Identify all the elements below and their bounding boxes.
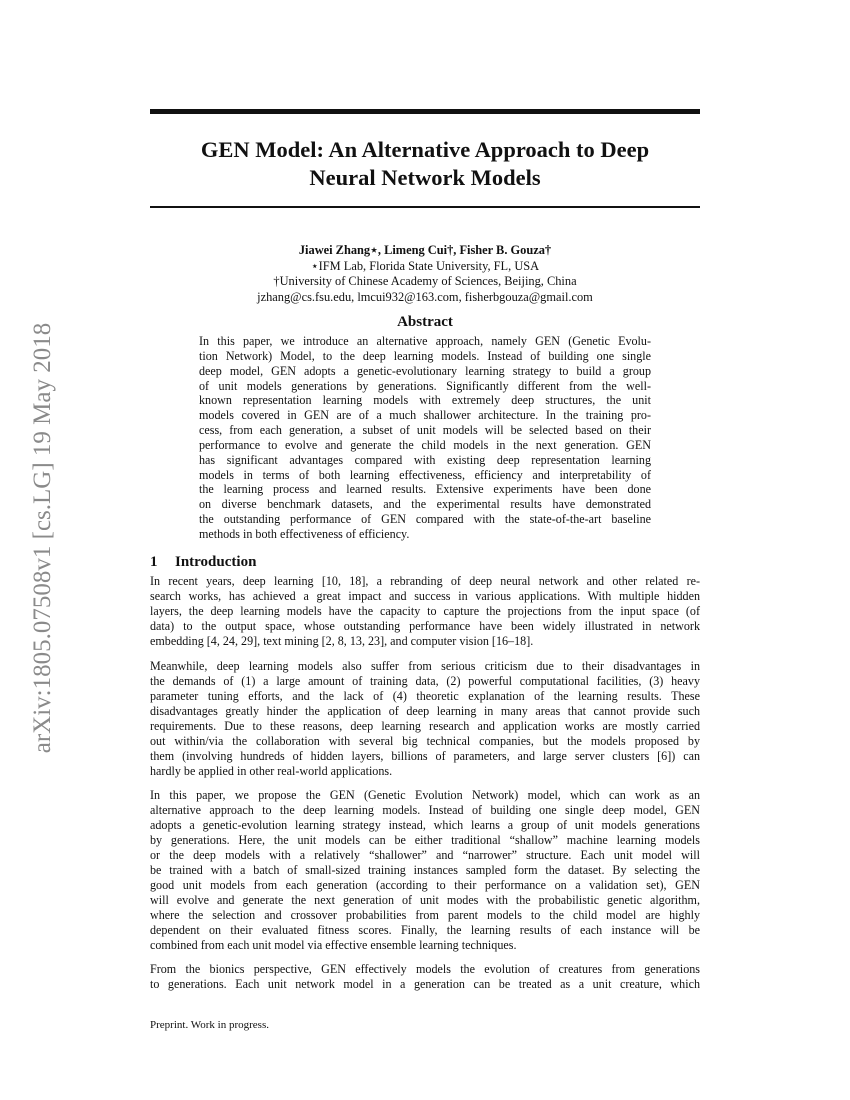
text-line: From the bionics perspective, GEN effectively models the evolution of creatures from generations [150,962,700,976]
author-names: Jiawei Zhang⋆, Limeng Cui†, Fisher B. Gouza† [298,243,552,257]
title-line: GEN Model: An Alternative Approach to Deep [200,137,650,162]
affiliation: ⋆IFM Lab, Florida State University, FL, USA [310,258,540,273]
text-line: parameter tuning efforts, and the lack of (4) theoretic explanation of the learning results. These [150,689,700,704]
abstract-line: cess, from each generation, a subset of unit models will be selected based on their [199,423,651,438]
text-line: good unit models from each generation (according to their performance on a validation set), GEN [150,878,700,893]
abstract-line: on diverse benchmark datasets, and the experimental results have demonstrated [199,497,651,512]
author-block [150,243,700,305]
text-line: out within/via the collaboration with several big technical companies, but the models proposed by [150,734,700,749]
text-line: dependent on their evaluated fitness scores. Finally, the learning results of each instance will be [150,923,700,938]
text-line: adopts a genetic-evolution learning strategy instead, which learns a group of unit models generations [150,818,700,833]
text-line: In recent years, deep learning [10, 18], a rebranding of deep neural network and other related re- [150,574,700,588]
text-line: In this paper, we propose the GEN (Genetic Evolution Network) model, which can work as an [150,788,700,802]
text-line: combined from each unit model via effective ensemble learning techniques. [150,938,517,953]
text-line: where the selection and crossover probabilities from parent models to the child model are highly [150,908,700,923]
intro-paragraph [150,574,700,649]
abstract-line: the outstanding performance of GEN compared with the state-of-the-art baseline [199,512,651,527]
text-line: or the deep models with a relatively “shallower” and “narrower” structure. Each unit model will [150,848,700,863]
abstract-line: methods in both effectiveness of efficiency. [199,526,410,541]
paper-title [150,136,700,192]
intro-paragraph [150,962,700,992]
text-line: search works, has achieved a great impact and success in various applications. With multiple hidden [150,589,700,604]
text-line: Meanwhile, deep learning models also suffer from serious criticism due to their disadvantages in [150,659,700,673]
abstract-line: models in terms of both learning effectiveness, efficiency and interpretability of [199,467,651,482]
section-number: 1 [150,554,158,570]
text-line: disadvantages greatly hinder the application of deep learning in many areas that cannot provide such [150,704,700,719]
intro-paragraph [150,788,700,954]
abstract-line: known representation learning models with extremely deep structures, the unit [199,393,651,408]
text-line: be trained with a batch of small-sized training instances sampled form the dataset. By selecting the [150,863,700,878]
author-emails: jzhang@cs.fsu.edu, lmcui932@163.com, fisherbgouza@gmail.com [257,289,593,304]
section-heading [150,553,256,571]
text-line: data) to the output space, whose outstanding performance have been widely illustrated in network [150,619,700,634]
affiliation: †University of Chinese Academy of Sciences, Beijing, China [273,274,577,289]
abstract-line: performance to evolve and generate the child models in the next generation. GEN [199,437,651,452]
abstract-line: deep model, GEN adopts a genetic-evolutionary learning strategy to build a group [199,363,651,378]
abstract-line: has significant advantages compared with existing deep representation learning [199,452,651,467]
text-line: to generations. Each unit network model in a generation can be treated as a unit creature, which [150,977,700,992]
intro-paragraph [150,659,700,779]
abstract-line: models covered in GEN are of a much shallower architecture. In the training pro- [199,408,651,423]
text-line: them (involving hundreds of hidden layers, billions of parameters, and large server clusters [6]) can [150,749,700,764]
arxiv-identifier: arXiv:1805.07508v1 [cs.LG] 19 May 2018 [29,322,56,754]
abstract-heading: Abstract [397,314,453,330]
title-line: Neural Network Models [309,165,541,190]
text-line: will evolve and generate the next generation of unit modes with the probabilistic genetic algorithm, [150,893,700,908]
section-title: Introduction [175,554,257,570]
text-line: requirements. Due to these reasons, deep learning research and application works are mostly carried [150,719,700,734]
abstract-line: In this paper, we introduce an alternative approach, namely GEN (Genetic Evolu- [199,334,651,348]
text-line: the demands of (1) a large amount of training data, (2) powerful computational facilities, (3) heavy [150,674,700,689]
text-line: by generations. Here, the unit models can be either traditional “shallow” machine learning models [150,833,700,848]
abstract-line: tion Network) Model, to the deep learning models. Instead of building one single [199,348,651,363]
title-top-rule [150,109,700,114]
text-line: layers, the deep learning models have the capacity to capture the projections from the input space (of [150,604,700,619]
title-bottom-rule [150,206,700,208]
text-line: hardly be applied in other real-world applications. [150,764,393,779]
abstract-line: the learning process and learned results. Extensive experiments have been done [199,482,651,497]
page-footer: Preprint. Work in progress. [150,1019,269,1031]
text-line: embedding [4, 24, 29], text mining [2, 8, 13, 23], and computer vision [16–18]. [150,634,534,649]
text-line: alternative approach to the deep learning models. Instead of building one single deep model, GEN [150,803,700,818]
abstract-line: of unit models generations by generations. Significantly different from the well- [199,378,651,393]
abstract-body [199,334,651,542]
